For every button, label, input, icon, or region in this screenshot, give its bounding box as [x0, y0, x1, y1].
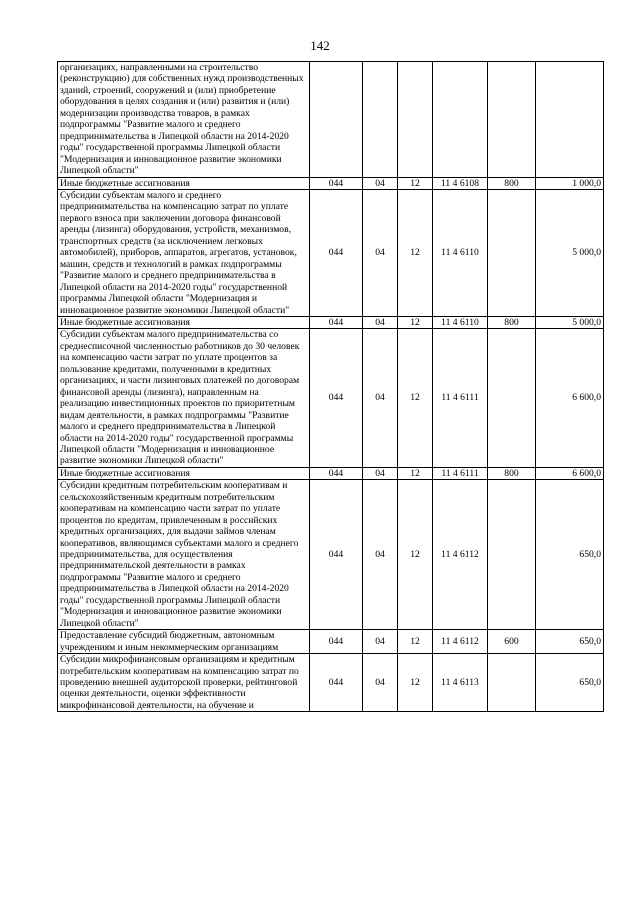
table-row — [58, 654, 604, 712]
subsection-code-cell: 12 — [398, 467, 433, 479]
amount-cell: 650,0 — [536, 630, 604, 654]
table-row — [58, 467, 604, 479]
ministry-code-cell: 044 — [310, 480, 363, 630]
expense-type-cell — [488, 62, 536, 178]
expense-type-cell: 800 — [488, 467, 536, 479]
table-row — [58, 189, 604, 316]
expense-type-cell: 800 — [488, 177, 536, 189]
subsection-code-cell: 12 — [398, 316, 433, 328]
description-cell: Субсидии субъектам малого и среднего предпринимательства на компенсацию затрат по уплате первого взноса при заключении договора финансовой аренды (лизинга) оборудования, устройств, механизмов, транспортных средств (за исключением легковых автомобилей), приборов, аппаратов, агрегатов, установок, машин, средств и технологий в рамках подпрограммы "Развитие малого и среднего предпринимательства в Липецкой области на 2014-2020 годы" государственной программы Липецкой области "Модернизация и инновационное развитие экономики Липецкой области" — [58, 189, 310, 316]
description-cell: Иные бюджетные ассигнования — [58, 177, 310, 189]
section-code-cell: 04 — [363, 329, 398, 467]
ministry-code-cell: 044 — [310, 630, 363, 654]
table-row — [58, 329, 604, 467]
amount-cell: 5 000,0 — [536, 189, 604, 316]
description-cell: Субсидии кредитным потребительским кооперативам и сельскохозяйственным кредитным потребительским кооперативам на компенсацию части затрат по уплате процентов по кредитам, привлеченным в российских кредитных организациях, для выдачи займов членам кооперативов, являющимся субъектами малого и среднего предпринимательства, для осуществления предпринимательской деятельности в рамках подпрограммы "Развитие малого и среднего предпринимательства в Липецкой области на 2014-2020 годы" государственной программы Липецкой области "Модернизация и инновационное развитие экономики Липецкой области" — [58, 480, 310, 630]
table-row — [58, 480, 604, 630]
table-row — [58, 630, 604, 654]
subsection-code-cell: 12 — [398, 630, 433, 654]
section-code-cell: 04 — [363, 630, 398, 654]
section-code-cell: 04 — [363, 177, 398, 189]
description-cell: организациях, направленными на строительство (реконструкцию) для собственных нужд производственных зданий, строений, сооружений и (или) приобретение оборудования в целях создания и (или) развития и (или) модернизации производства товаров, в рамках подпрограммы "Развитие малого и среднего предпринимательства в Липецкой области на 2014-2020 годы" государственной программы Липецкой области "Модернизация и инновационное развитие экономики Липецкой области" — [58, 62, 310, 178]
expense-type-cell — [488, 189, 536, 316]
amount-cell: 650,0 — [536, 480, 604, 630]
amount-cell: 1 000,0 — [536, 177, 604, 189]
ministry-code-cell: 044 — [310, 329, 363, 467]
target-article-cell: 11 4 6111 — [433, 329, 488, 467]
target-article-cell: 11 4 6108 — [433, 177, 488, 189]
ministry-code-cell: 044 — [310, 316, 363, 328]
table-row — [58, 316, 604, 328]
expense-type-cell — [488, 480, 536, 630]
amount-cell — [536, 62, 604, 178]
description-cell: Иные бюджетные ассигнования — [58, 316, 310, 328]
expense-type-cell — [488, 654, 536, 712]
section-code-cell: 04 — [363, 316, 398, 328]
subsection-code-cell: 12 — [398, 654, 433, 712]
subsection-code-cell: 12 — [398, 189, 433, 316]
target-article-cell: 11 4 6111 — [433, 467, 488, 479]
section-code-cell: 04 — [363, 654, 398, 712]
target-article-cell: 11 4 6113 — [433, 654, 488, 712]
description-cell: Иные бюджетные ассигнования — [58, 467, 310, 479]
description-cell: Предоставление субсидий бюджетным, автономным учреждениям и иным некоммерческим организациям — [58, 630, 310, 654]
ministry-code-cell: 044 — [310, 654, 363, 712]
ministry-code-cell — [310, 62, 363, 178]
subsection-code-cell: 12 — [398, 480, 433, 630]
amount-cell: 6 600,0 — [536, 329, 604, 467]
ministry-code-cell: 044 — [310, 467, 363, 479]
target-article-cell: 11 4 6112 — [433, 630, 488, 654]
page-number: 142 — [310, 38, 330, 53]
amount-cell: 5 000,0 — [536, 316, 604, 328]
table-row — [58, 177, 604, 189]
ministry-code-cell: 044 — [310, 189, 363, 316]
amount-cell: 650,0 — [536, 654, 604, 712]
section-code-cell: 04 — [363, 480, 398, 630]
subsection-code-cell: 12 — [398, 329, 433, 467]
table-body — [58, 62, 604, 712]
target-article-cell — [433, 62, 488, 178]
section-code-cell: 04 — [363, 189, 398, 316]
expense-type-cell: 600 — [488, 630, 536, 654]
section-code-cell: 04 — [363, 467, 398, 479]
ministry-code-cell: 044 — [310, 177, 363, 189]
expense-type-cell — [488, 329, 536, 467]
target-article-cell: 11 4 6110 — [433, 189, 488, 316]
description-cell: Субсидии микрофинансовым организациям и кредитным потребительским кооперативам на компенсацию затрат по проведению внешней аудиторской проверки, рейтинговой оценки деятельности, оценки эффективности микрофинансовой деятельности, на обучение и — [58, 654, 310, 712]
description-cell: Субсидии субъектам малого предпринимательства со среднесписочной численностью работников до 30 человек на компенсацию части затрат по уплате процентов за пользование кредитами, полученными в кредитных организациях, и части лизинговых платежей по договорам финансовой аренды (лизинга), направленным на реализацию инвестиционных проектов по приоритетным видам деятельности, в рамках подпрограммы "Развитие малого и среднего предпринимательства в Липецкой области на 2014-2020 годы" государственной программы Липецкой области "Модернизация и инновационное развитие экономики Липецкой области" — [58, 329, 310, 467]
table-row — [58, 62, 604, 178]
expense-type-cell: 800 — [488, 316, 536, 328]
target-article-cell: 11 4 6112 — [433, 480, 488, 630]
subsection-code-cell — [398, 62, 433, 178]
budget-allocation-table — [57, 61, 604, 712]
subsection-code-cell: 12 — [398, 177, 433, 189]
amount-cell: 6 600,0 — [536, 467, 604, 479]
section-code-cell — [363, 62, 398, 178]
target-article-cell: 11 4 6110 — [433, 316, 488, 328]
